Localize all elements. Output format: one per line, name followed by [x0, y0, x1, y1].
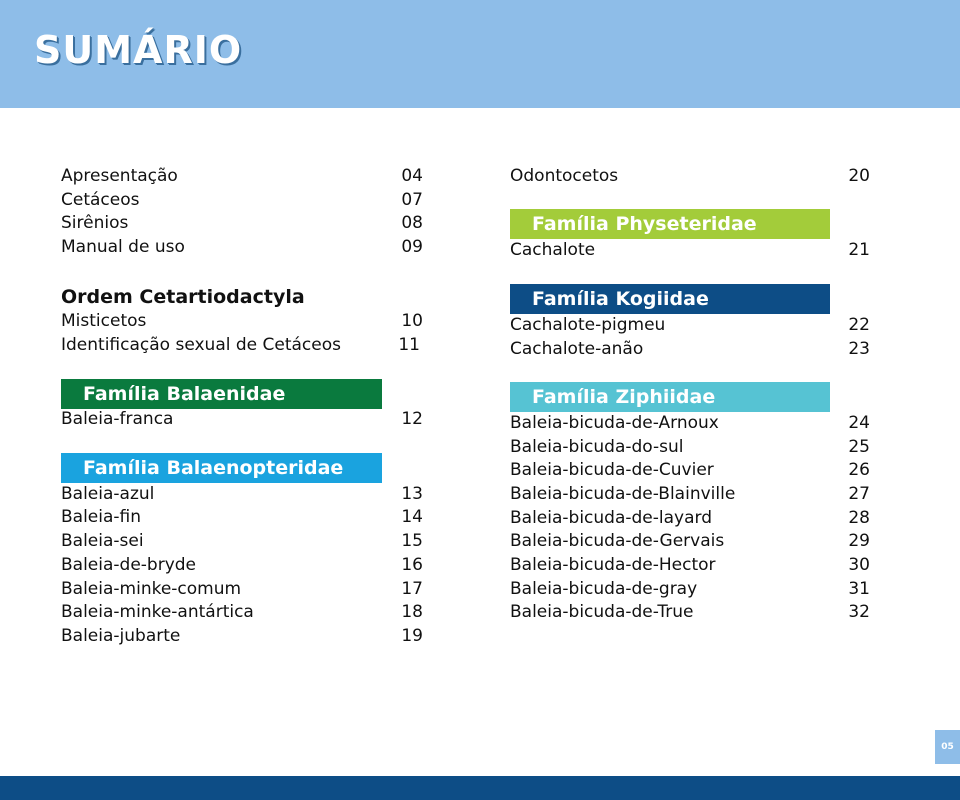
toc-entry[interactable]: [61, 482, 423, 506]
toc-entry[interactable]: [510, 313, 870, 337]
toc-entry-page: 11: [398, 335, 420, 355]
toc-entry-page: 23: [848, 339, 870, 359]
toc-entry[interactable]: [510, 238, 870, 262]
toc-entry[interactable]: [61, 624, 423, 648]
toc-entry-page: 24: [848, 413, 870, 433]
toc-entry-label: Baleia-sei: [61, 531, 144, 551]
header-banner: [0, 0, 960, 108]
toc-entry[interactable]: [510, 337, 870, 361]
toc-entry-label: Baleia-bicuda-de-layard: [510, 508, 712, 528]
toc-entry-page: 26: [848, 460, 870, 480]
toc-entry-label: Baleia-de-bryde: [61, 555, 197, 575]
toc-entry-label: Baleia-minke-antártica: [61, 602, 254, 622]
toc-entry[interactable]: [61, 407, 423, 431]
toc-entry-page: 09: [401, 237, 423, 257]
toc-entry[interactable]: [510, 600, 870, 624]
toc-entry[interactable]: [61, 333, 423, 357]
toc-entry-label: Baleia-minke-comum: [61, 579, 242, 599]
toc-entry[interactable]: [510, 553, 870, 577]
toc-entry-label: Cachalote: [510, 240, 596, 260]
toc-entry-label: Baleia-fin: [61, 507, 142, 527]
toc-entry-page: 16: [401, 555, 423, 575]
toc-entry-page: 12: [401, 409, 423, 429]
toc-entry-page: 17: [401, 579, 423, 599]
toc-entry-label: Baleia-bicuda-de-gray: [510, 579, 698, 599]
page-number-tab: 05: [935, 730, 960, 764]
toc-entry-label: Baleia-bicuda-de-Hector: [510, 555, 716, 575]
toc-entry-page: 30: [848, 555, 870, 575]
toc-entry-label: Baleia-bicuda-de-True: [510, 602, 694, 622]
toc-entry-page: 31: [848, 579, 870, 599]
toc-entry-label: Baleia-jubarte: [61, 626, 181, 646]
toc-entry-page: 20: [848, 166, 870, 186]
toc-entry-page: 22: [848, 315, 870, 335]
toc-entry-label: Apresentação: [61, 166, 178, 186]
toc-entry-label: Odontocetos: [510, 166, 619, 186]
toc-entry[interactable]: [510, 411, 870, 435]
toc-entry[interactable]: [61, 235, 423, 259]
toc-entry-label: Misticetos: [61, 311, 147, 331]
toc-entry[interactable]: [510, 458, 870, 482]
section-heading-order: Ordem Cetartiodactyla: [61, 286, 305, 308]
toc-entry[interactable]: [510, 506, 870, 530]
toc-entry[interactable]: [61, 529, 423, 553]
toc-entry-page: 25: [848, 437, 870, 457]
toc-entry-label: Cachalote-pigmeu: [510, 315, 666, 335]
toc-entry[interactable]: [61, 309, 423, 333]
toc-entry[interactable]: [510, 529, 870, 553]
toc-entry-page: 13: [401, 484, 423, 504]
toc-entry[interactable]: [510, 164, 870, 188]
toc-entry[interactable]: [61, 164, 423, 188]
toc-entry-label: Baleia-bicuda-do-sul: [510, 437, 684, 457]
toc-entry-label: Identificação sexual de Cetáceos: [61, 335, 341, 355]
toc-entry-label: Cetáceos: [61, 190, 140, 210]
toc-entry-page: 15: [401, 531, 423, 551]
toc-entry[interactable]: [61, 188, 423, 212]
page-title: SUMÁRIO: [34, 28, 243, 72]
toc-entry-page: 18: [401, 602, 423, 622]
footer-bar: [0, 776, 960, 800]
toc-entry-label: Baleia-bicuda-de-Arnoux: [510, 413, 719, 433]
toc-entry[interactable]: [61, 211, 423, 235]
toc-entry-page: 32: [848, 602, 870, 622]
family-header-ziphiidae: Família Ziphiidae: [510, 382, 830, 412]
toc-entry-label: Baleia-bicuda-de-Cuvier: [510, 460, 714, 480]
toc-entry-page: 21: [848, 240, 870, 260]
toc-entry[interactable]: [61, 505, 423, 529]
toc-entry-page: 28: [848, 508, 870, 528]
toc-entry-page: 29: [848, 531, 870, 551]
toc-entry-label: Baleia-bicuda-de-Gervais: [510, 531, 725, 551]
toc-entry-page: 08: [401, 213, 423, 233]
family-header-balaenidae: Família Balaenidae: [61, 379, 382, 409]
toc-entry-page: 19: [401, 626, 423, 646]
toc-entry[interactable]: [510, 577, 870, 601]
family-header-physeteridae: Família Physeteridae: [510, 209, 830, 239]
family-header-kogiidae: Família Kogiidae: [510, 284, 830, 314]
toc-entry[interactable]: [510, 435, 870, 459]
toc-entry-page: 10: [401, 311, 423, 331]
toc-entry-label: Cachalote-anão: [510, 339, 644, 359]
toc-entry-page: 04: [401, 166, 423, 186]
toc-entry-label: Sirênios: [61, 213, 129, 233]
toc-entry-label: Manual de uso: [61, 237, 185, 257]
toc-entry[interactable]: [61, 553, 423, 577]
toc-entry[interactable]: [61, 600, 423, 624]
toc-entry[interactable]: [510, 482, 870, 506]
toc-entry-page: 07: [401, 190, 423, 210]
toc-entry-label: Baleia-franca: [61, 409, 174, 429]
toc-entry-label: Baleia-azul: [61, 484, 155, 504]
toc-entry[interactable]: [61, 577, 423, 601]
toc-entry-page: 14: [401, 507, 423, 527]
toc-entry-page: 27: [848, 484, 870, 504]
family-header-balaenopteridae: Família Balaenopteridae: [61, 453, 382, 483]
toc-entry-label: Baleia-bicuda-de-Blainville: [510, 484, 736, 504]
